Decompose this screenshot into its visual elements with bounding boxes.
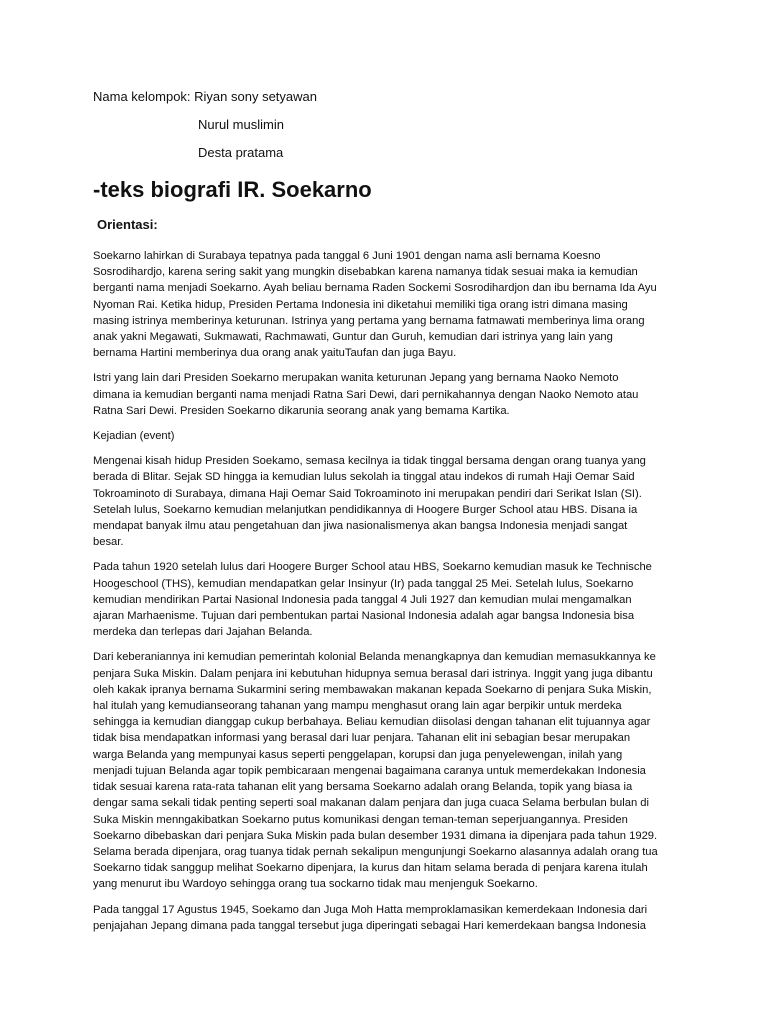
paragraph: Pada tahun 1920 setelah lulus dari Hoogere Burger School atau HBS, Soekarno kemudian masuk ke Technische Hoogeschool (THS), kemudian mendapatkan gelar Insinyur (Ir) pada tanggal 25 Mei. Setelah lulus, Soekarno kemudian mendirikan Partai Nasional Indonesia pada tanggal 4 Juli 1927 dan kemudian mulai mengamalkan ajaran Marhaenisme. Tujuan dari pembentukan partai Nasional Indonesia adalah agar bangsa Indonesia bisa merdeka dan terlepas dari Jajahan Belanda. [93, 561, 652, 639]
paragraph: Pada tanggal 17 Agustus 1945, Soekamo dan Juga Moh Hatta memproklamasikan kemerdekaan Indonesia dari penjajahan Jepang dimana pada tanggal tersebut juga diperingati sebagai Hari kemerdekaan bangsa Indonesia [93, 903, 648, 932]
group-member: Desta pratama [198, 145, 284, 160]
document-title: -teks biografi IR. Soekarno [93, 177, 372, 202]
paragraph: Dari keberaniannya ini kemudian pemerintah kolonial Belanda menangkapnya dan kemudian memasukkannya ke penjara Suka Miskin. Dalam penjara ini kebutuhan hidupnya semua berasal dari istrinya. Inggit yang juga dibantu oleh kakak ipranya bernama Sukarmini sering membawakan makanan kepada Soekarno di penjara Suka Miskin, hal itulah yang kemudianseorang tahanan yang mampu menghasut orang lain agar berpikir untuk merdeka sehingga ia kemudian dianggap cukup berbahaya. Beliau kemudian diisolasi dengan tahanan elit tujuannya agar tidak bisa mendapatkan informasi yang berasal dari luar penjara. Tahanan elit ini sebagian besar merupakan warga Belanda yang mempunyai kasus seperti penggelapan, korupsi dan juga penyelewengan, inilah yang menjadi tujuan Belanda agar topik pembicaraan mengenai bagaimana caranya untuk memerdekakan Indonesia tidak sesuai karena rata-rata tahanan elit yang bersama Soekarno adalah orang Belanda, topik yang biasa ia dengar sama sekali tidak penting seperti soal makanan dalam penjara dan juga cuaca Selama berbulan bulan di Suka Miskin menngakibatkan Soekarno putus komunikasi dengan teman-teman seperjuangannya. Presiden Soekarno dibebaskan dari penjara Suka Miskin pada bulan desember 1931 dimana ia dipenjara pada tahun 1929. Selama berada dipenjara, orag tuanya tidak pernah sekalipun mengunjungi Soekarno alasannya adalah orang tua Soekarno tidak sanggup melihat Soekarno dipenjara, Ia kurus dan hitam selama berada di penjara karena itulah yang menurut ibu Wardoyo sehingga orang tua sockarno tidak mau menjenguk Soekarno. [93, 651, 658, 891]
paragraph: Soekarno lahirkan di Surabaya tepatnya pada tanggal 6 Juni 1901 dengan nama asli bernama Koesno Sosrodihardjo, karena sering sakit yang mungkin disebabkan karena namanya tidak sesuai maka ia kemudian berganti nama menjadi Soekarno. Ayah beliau bernama Raden Sockemi Sosrodihardjon dan ibu bernama Ida Ayu Nyoman Rai. Ketika hidup, Presiden Pertama Indonesia ini diketahui memiliki tiga orang istri dimana masing masing istrinya memberinya keturunan. Istrinya yang pertama yang bernama fatmawati memberinya lima orang anak yakni Megawati, Sukmawati, Rachmawati, Guntur dan Guruh, kemudian dari istrinya yang lain yang bernama Hartini memberinya dua orang anak yaituTaufan dan juga Bayu. [93, 250, 657, 360]
group-member: Nurul muslimin [198, 117, 284, 132]
group-members [93, 88, 658, 162]
section-label: Kejadian (event) [93, 430, 175, 443]
paragraph: Mengenai kisah hidup Presiden Soekamo, semasa kecilnya ia tidak tinggal bersama dengan orang tuanya yang berada di Blitar. Sejak SD hingga ia kemudian lulus sekolah ia tinggal atau indekos di rumah Haji Oemar Said Tokroaminoto di Surabaya, dimana Haji Oemar Said Tokroaminoto ini merupakan pendiri dari Serikat Islan (SI). Setelah lulus, Soekarno kemudian melanjutkan pendidikannya di Hoogere Burger School atau HBS. Disana ia mendapat banyak ilmu atau pengetahuan dan jiwa nasionalismenya akan bangsa Indonesia menjadi sangat besar. [93, 455, 646, 549]
group-label: Nama kelompok: Riyan sony setyawan [93, 89, 317, 104]
orientation-heading: Orientasi: [97, 217, 158, 232]
paragraph: Istri yang lain dari Presiden Soekarno merupakan wanita keturunan Jepang yang bernama Naoko Nemoto dimana ia kemudian berganti nama menjadi Ratna Sari Dewi, dari pernikahannya dengan Naoko Nemoto atau Ratna Sari Dewi. Presiden Soekarno dikarunia seorang anak yang bemama Kartika. [93, 372, 639, 417]
